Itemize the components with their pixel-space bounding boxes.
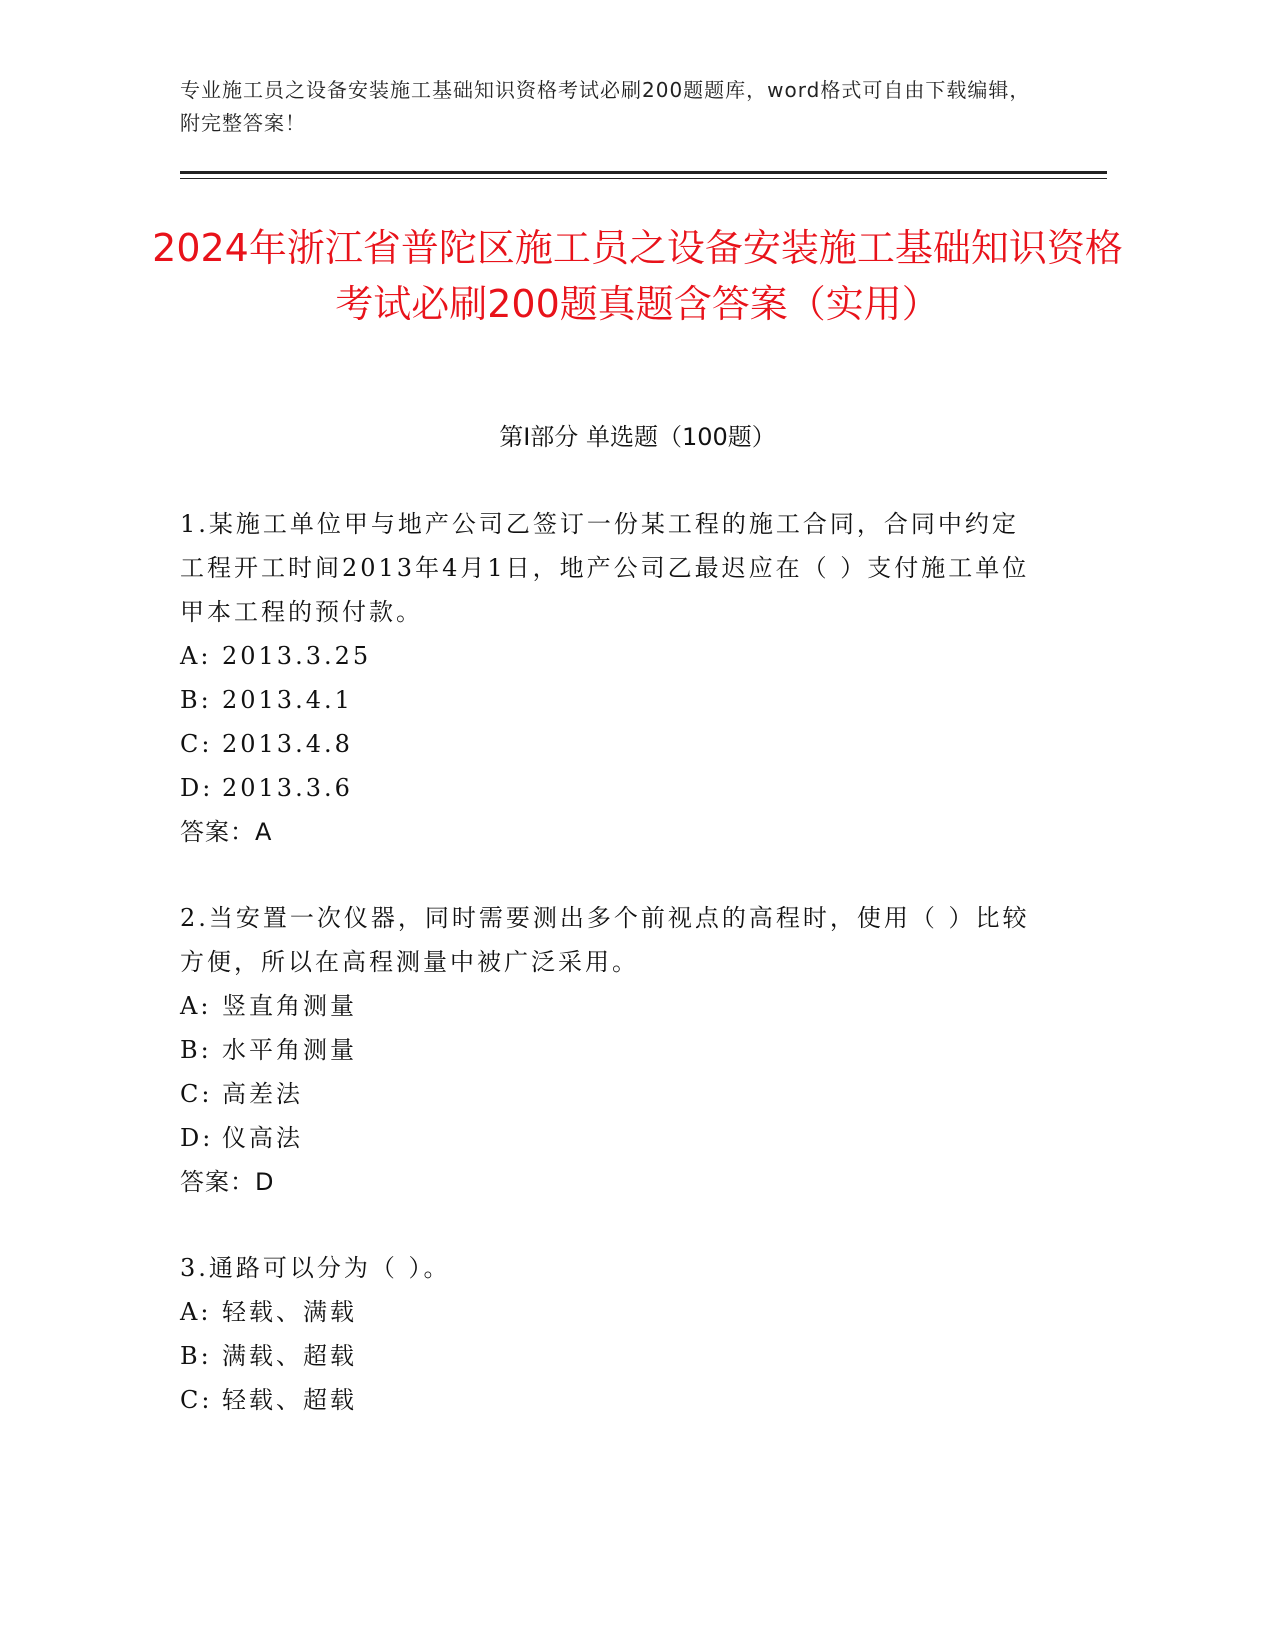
option-text: 高差法 (222, 1080, 303, 1108)
answer-line: 答案：A (180, 818, 273, 846)
option-d (180, 766, 1030, 810)
header-rule-thin (180, 178, 1107, 179)
option-letter: A: (180, 1298, 212, 1326)
option-letter: D: (180, 1124, 214, 1152)
option-c (180, 1378, 1030, 1422)
option-text: 2013.3.6 (222, 774, 353, 802)
option-letter: B: (180, 686, 212, 714)
question-stem: 1.某施工单位甲与地产公司乙签订一份某工程的施工合同，合同中约定工程开工时间2013年4月1日，地产公司乙最迟应在（ ）支付施工单位甲本工程的预付款。 (180, 510, 1030, 626)
option-b (180, 1028, 1030, 1072)
option-text: 仪高法 (222, 1124, 303, 1152)
option-text: 竖直角测量 (222, 992, 357, 1020)
option-b (180, 678, 1030, 722)
question-list (180, 502, 1030, 1464)
option-list (180, 1290, 1030, 1422)
option-a (180, 1290, 1030, 1334)
option-letter: B: (180, 1342, 212, 1370)
option-text: 2013.4.8 (222, 730, 353, 758)
option-letter: A: (180, 642, 212, 670)
option-letter: C: (180, 1080, 213, 1108)
header-rule-thick (180, 171, 1107, 174)
option-text: 水平角测量 (222, 1036, 357, 1064)
question-stem: 2.当安置一次仪器，同时需要测出多个前视点的高程时，使用（ ）比较方便，所以在高程测量中被广泛采用。 (180, 904, 1030, 976)
answer-line: 答案：D (180, 1168, 275, 1196)
option-text: 2013.3.25 (222, 642, 372, 670)
option-letter: C: (180, 1386, 213, 1414)
option-letter: A: (180, 992, 212, 1020)
option-c (180, 1072, 1030, 1116)
option-a (180, 984, 1030, 1028)
question-3 (180, 1246, 1030, 1422)
question-1 (180, 502, 1030, 854)
option-list (180, 984, 1030, 1160)
option-text: 2013.4.1 (222, 686, 353, 714)
section-title: 第I部分 单选题（100题） (499, 423, 776, 451)
question-2 (180, 896, 1030, 1204)
option-letter: B: (180, 1036, 212, 1064)
header-note: 专业施工员之设备安装施工基础知识资格考试必刷200题题库，word格式可自由下载编辑，附完整答案！ (180, 78, 1031, 135)
option-a (180, 634, 1030, 678)
option-d (180, 1116, 1030, 1160)
option-text: 轻载、满载 (222, 1298, 357, 1326)
option-b (180, 1334, 1030, 1378)
option-list (180, 634, 1030, 810)
question-stem: 3.通路可以分为（ ）。 (180, 1254, 451, 1282)
option-letter: D: (180, 774, 214, 802)
option-c (180, 722, 1030, 766)
document-title: 2024年浙江省普陀区施工员之设备安装施工基础知识资格考试必刷200题真题含答案（实用） (152, 226, 1123, 326)
option-text: 轻载、超载 (222, 1386, 357, 1414)
option-letter: C: (180, 730, 213, 758)
option-text: 满载、超载 (222, 1342, 357, 1370)
